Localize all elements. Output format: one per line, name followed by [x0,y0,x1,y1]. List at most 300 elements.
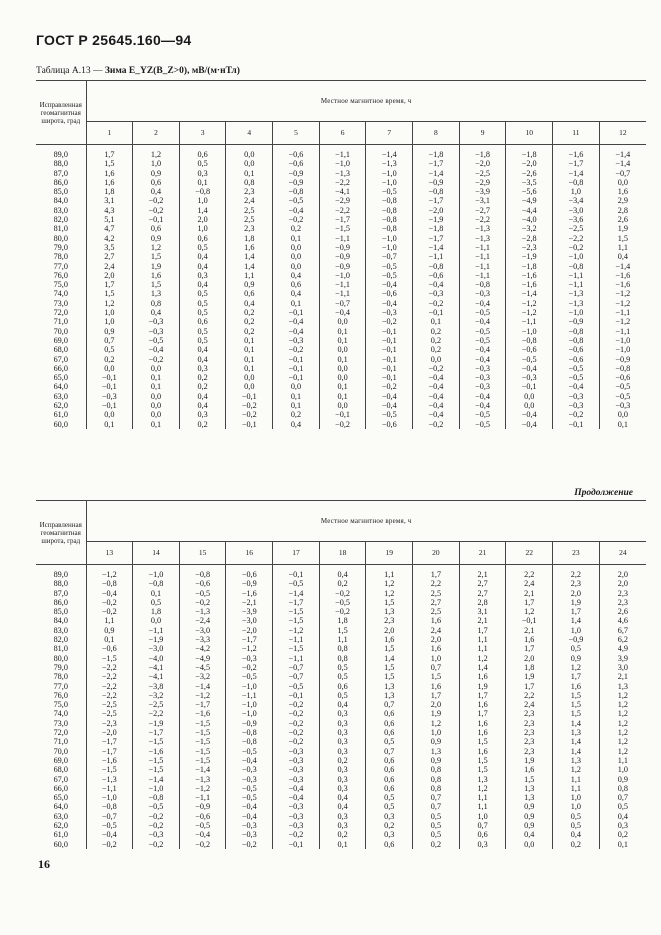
value-cell: 0,2 [319,756,366,765]
latitude-cell: 62,0 [53,401,68,411]
latitude-cell: 86,0 [53,597,68,607]
value-cell: 1,6 [226,243,273,252]
value-cell: −0,7 [319,299,366,308]
value-cell: 1,9 [413,709,460,718]
value-cell: −1,4 [599,159,646,168]
value-cell: 0,0 [506,840,553,849]
value-cell: 0,6 [366,840,413,849]
value-cell: −2,0 [226,626,273,635]
value-cell: 0,9 [86,626,133,635]
value-cell: −0,8 [86,579,133,588]
value-cell: 0,7 [366,747,413,756]
value-cell: −1,7 [86,747,133,756]
value-cell: −0,9 [319,262,366,271]
value-cell: 1,0 [86,317,133,326]
value-cell: 0,0 [599,178,646,187]
value-cell: −0,9 [226,719,273,728]
value-cell: −1,4 [506,289,553,298]
value-cell: −1,0 [366,243,413,252]
value-cell: −0,6 [366,420,413,429]
value-cell: −1,8 [413,224,460,233]
value-cell: 0,2 [226,317,273,326]
value-cell: 0,6 [366,756,413,765]
value-cell: −1,5 [273,616,320,625]
value-cell: 1,4 [553,747,600,756]
value-cell: 1,9 [599,224,646,233]
value-cell: −2,2 [319,178,366,187]
value-cell: −3,1 [459,196,506,205]
value-cell: −0,2 [179,840,226,849]
value-cell: −1,0 [553,252,600,261]
hour-header: 20 [413,542,460,565]
value-cell: −2,3 [86,719,133,728]
value-cell: 0,0 [86,410,133,419]
value-cell: 0,1 [133,420,180,429]
latitude-cell: 70,0 [53,746,68,756]
latitude-cell: 86,0 [53,177,68,187]
value-cell: −0,2 [179,598,226,607]
value-cell: −0,4 [273,327,320,336]
value-cell: 2,2 [506,565,553,580]
value-cell: 1,9 [506,756,553,765]
latitude-cell: 85,0 [53,187,68,197]
value-cell: 0,3 [319,775,366,784]
value-cell: −3,2 [506,224,553,233]
table-row [36,196,646,205]
latitude-cell: 72,0 [53,308,68,318]
value-cell: −3,0 [179,626,226,635]
value-cell: 1,1 [553,784,600,793]
value-cell: −1,6 [599,271,646,280]
value-cell: 1,5 [413,672,460,681]
value-cell: −0,4 [86,830,133,839]
value-cell: −2,8 [506,234,553,243]
value-cell: 2,1 [459,616,506,625]
value-cell: −2,9 [459,178,506,187]
value-cell: 0,3 [319,821,366,830]
value-cell: 0,5 [179,336,226,345]
latitude-cell: 62,0 [53,821,68,831]
value-cell: 1,5 [86,289,133,298]
value-cell: 4,6 [599,616,646,625]
value-cell: −1,7 [319,215,366,224]
time-group-header: Местное магнитное время, ч [86,501,646,542]
table-row [36,747,646,756]
value-cell: 0,3 [179,410,226,419]
value-cell: −0,4 [226,802,273,811]
value-cell: 1,4 [179,206,226,215]
value-cell: 1,3 [366,607,413,616]
value-cell: −1,1 [459,262,506,271]
value-cell: 0,9 [133,234,180,243]
value-cell: 0,0 [599,410,646,419]
value-cell: 2,0 [179,215,226,224]
value-cell: 2,4 [506,700,553,709]
value-cell: 1,2 [599,719,646,728]
latitude-cell: 67,0 [53,774,68,784]
value-cell: −0,5 [366,271,413,280]
value-cell: −0,8 [133,793,180,802]
table-row [36,364,646,373]
value-cell: 1,8 [319,616,366,625]
value-cell: −0,4 [459,299,506,308]
value-cell: 1,1 [459,793,506,802]
value-cell: 2,0 [413,700,460,709]
value-cell: −0,2 [319,589,366,598]
value-cell: 0,5 [133,598,180,607]
value-cell: −0,4 [413,401,460,410]
latitude-cell: 75,0 [53,280,68,290]
value-cell: 0,0 [506,401,553,410]
value-cell: −1,4 [599,145,646,160]
value-cell: 0,1 [413,317,460,326]
value-cell: 1,5 [366,672,413,681]
value-cell: 0,3 [599,821,646,830]
value-cell: −1,9 [506,252,553,261]
latitude-cell: 67,0 [53,354,68,364]
value-cell: −0,2 [86,607,133,616]
value-cell: −0,2 [273,728,320,737]
value-cell: −0,9 [553,635,600,644]
table-row [36,392,646,401]
value-cell: −0,5 [226,747,273,756]
value-cell: 0,5 [413,821,460,830]
value-cell: 0,6 [226,289,273,298]
value-cell: −0,4 [553,382,600,391]
hour-header: 15 [179,542,226,565]
hour-header: 2 [133,122,180,145]
value-cell: −0,5 [319,598,366,607]
value-cell: 2,9 [599,196,646,205]
value-cell: −0,3 [273,747,320,756]
value-cell: 3,9 [599,654,646,663]
value-cell: −0,8 [553,262,600,271]
value-cell: 1,1 [599,756,646,765]
value-cell: −0,8 [553,327,600,336]
value-cell: 0,1 [599,840,646,849]
table-row [36,812,646,821]
latitude-cell: 72,0 [53,728,68,738]
value-cell: 0,0 [133,410,180,419]
value-cell: −5,6 [506,187,553,196]
value-cell: −0,3 [226,821,273,830]
value-cell: −0,1 [553,420,600,429]
latitude-cell: 79,0 [53,662,68,672]
value-cell: 1,2 [599,737,646,746]
value-cell: −1,4 [553,169,600,178]
latitude-cell: 66,0 [53,363,68,373]
value-cell: 0,0 [226,373,273,382]
value-cell: 0,4 [319,565,366,580]
value-cell: −1,1 [459,243,506,252]
value-cell: −0,2 [413,364,460,373]
value-cell: 0,5 [179,299,226,308]
value-cell: −0,1 [86,401,133,410]
value-cell: −1,5 [179,728,226,737]
value-cell: −0,8 [413,187,460,196]
value-cell: −1,5 [133,765,180,774]
value-cell: −0,3 [133,830,180,839]
value-cell: −0,8 [226,728,273,737]
value-cell: −1,3 [319,169,366,178]
value-cell: −0,4 [366,280,413,289]
value-cell: −1,5 [133,756,180,765]
value-cell: 0,2 [226,308,273,317]
value-cell: −0,4 [273,317,320,326]
value-cell: 0,6 [133,224,180,233]
value-cell: 0,4 [179,252,226,261]
table-row [36,401,646,410]
value-cell: −3,6 [553,215,600,224]
value-cell: −1,1 [319,234,366,243]
caption-prefix: Таблица А.13 — [36,66,105,76]
value-cell: −1,6 [86,756,133,765]
value-cell: 1,3 [459,775,506,784]
latitude-cell: 77,0 [53,681,68,691]
value-cell: 1,9 [133,262,180,271]
value-cell: −3,5 [506,178,553,187]
value-cell: 0,5 [319,691,366,700]
table-row [36,178,646,187]
value-cell: 0,1 [226,336,273,345]
table-row [36,382,646,391]
value-cell: 1,0 [413,654,460,663]
value-cell: −1,2 [226,644,273,653]
table-row [36,308,646,317]
latitude-cell: 61,0 [53,830,68,840]
value-cell: 1,3 [366,691,413,700]
value-cell: 1,2 [366,579,413,588]
value-cell: 0,2 [273,410,320,419]
table-caption [36,66,240,76]
value-cell: −0,4 [273,784,320,793]
value-cell: 1,7 [506,644,553,653]
value-cell: −0,3 [506,373,553,382]
value-cell: −1,5 [179,747,226,756]
latitude-cell: 82,0 [53,215,68,225]
value-cell: 0,5 [599,802,646,811]
value-cell: −0,8 [366,224,413,233]
value-cell: 0,3 [319,737,366,746]
value-cell: −1,7 [413,234,460,243]
value-cell: −0,4 [506,420,553,429]
value-cell: 6,7 [599,626,646,635]
latitude-cell: 81,0 [53,224,68,234]
value-cell: −1,3 [553,289,600,298]
value-cell: −0,9 [413,178,460,187]
value-cell: −0,8 [133,579,180,588]
value-cell: −1,6 [553,145,600,160]
value-cell: 1,9 [553,598,600,607]
value-cell: 0,3 [319,728,366,737]
value-cell: 4,2 [86,234,133,243]
value-cell: −1,6 [179,709,226,718]
value-cell: −0,5 [133,802,180,811]
value-cell: 1,4 [553,616,600,625]
value-cell: −0,3 [273,812,320,821]
table-row [36,700,646,709]
value-cell: −0,4 [459,317,506,326]
value-cell: −0,1 [86,373,133,382]
value-cell: 0,0 [133,364,180,373]
table-row [36,802,646,811]
value-cell: −1,0 [366,234,413,243]
value-cell: −2,7 [459,206,506,215]
value-cell: −1,6 [226,589,273,598]
data-table-hours-13-24 [36,500,646,849]
value-cell: −0,2 [226,663,273,672]
value-cell: −1,3 [459,234,506,243]
value-cell: 2,0 [599,579,646,588]
value-cell: 0,4 [599,252,646,261]
value-cell: −0,6 [366,289,413,298]
hour-header: 10 [506,122,553,145]
latitude-cell: 76,0 [53,270,68,280]
table-row [36,709,646,718]
value-cell: 2,8 [599,206,646,215]
value-cell: 0,4 [133,187,180,196]
latitude-cell: 66,0 [53,783,68,793]
value-cell: −1,4 [273,589,320,598]
value-cell: −1,0 [319,159,366,168]
value-cell: −1,6 [506,280,553,289]
value-cell: 1,7 [86,280,133,289]
value-cell: −0,9 [273,169,320,178]
value-cell: −1,0 [319,271,366,280]
table-row [36,654,646,663]
value-cell: 0,2 [553,840,600,849]
value-cell: 0,5 [413,830,460,839]
value-cell: 0,8 [319,654,366,663]
latitude-cell: 82,0 [53,635,68,645]
value-cell: 0,5 [553,821,600,830]
value-cell: −0,3 [133,317,180,326]
value-cell: 0,6 [366,709,413,718]
value-cell: 0,0 [319,401,366,410]
value-cell: 2,3 [226,224,273,233]
value-cell: 1,6 [459,747,506,756]
value-cell: −1,9 [133,635,180,644]
latitude-cell: 87,0 [53,588,68,598]
value-cell: −0,7 [273,663,320,672]
value-cell: 0,8 [599,784,646,793]
latitude-cell: 88,0 [53,159,68,169]
value-cell: −0,4 [459,401,506,410]
latitude-cell: 76,0 [53,690,68,700]
latitude-cell: 73,0 [53,298,68,308]
value-cell: 0,2 [413,327,460,336]
value-cell: −0,9 [553,317,600,326]
value-cell: 1,0 [133,159,180,168]
value-cell: −0,5 [553,373,600,382]
value-cell: 0,2 [319,579,366,588]
value-cell: 2,8 [459,598,506,607]
value-cell: −1,1 [273,635,320,644]
value-cell: −2,4 [179,616,226,625]
value-cell: −0,2 [319,420,366,429]
value-cell: 2,3 [599,589,646,598]
value-cell: −0,3 [413,289,460,298]
hour-header: 21 [459,542,506,565]
value-cell: 0,4 [273,289,320,298]
value-cell: −0,3 [553,401,600,410]
value-cell: −1,2 [506,299,553,308]
value-cell: 0,2 [179,382,226,391]
value-cell: 2,1 [506,626,553,635]
latitude-cell: 60,0 [53,839,68,849]
value-cell: 0,6 [366,728,413,737]
value-cell: 0,3 [319,765,366,774]
value-cell: 2,3 [506,719,553,728]
value-cell: 5,1 [86,215,133,224]
table-row [36,616,646,625]
value-cell: 1,0 [413,728,460,737]
value-cell: −1,0 [599,345,646,354]
value-cell: −0,4 [459,345,506,354]
value-cell: 0,0 [133,401,180,410]
latitude-header: Исправленная геомагнитная широта, град [36,501,86,565]
value-cell: 0,9 [599,775,646,784]
value-cell: 0,5 [179,243,226,252]
value-cell: 2,5 [226,206,273,215]
time-group-header: Местное магнитное время, ч [86,81,646,122]
value-cell: 0,0 [226,159,273,168]
value-cell: 1,5 [553,700,600,709]
value-cell: 1,5 [459,737,506,746]
value-cell: 0,0 [133,616,180,625]
value-cell: 1,8 [86,187,133,196]
value-cell: −0,6 [413,271,460,280]
value-cell: −0,3 [226,765,273,774]
value-cell: 0,6 [366,784,413,793]
table-row [36,299,646,308]
value-cell: 0,2 [226,327,273,336]
value-cell: −0,4 [273,793,320,802]
value-cell: 2,3 [553,579,600,588]
value-cell: 0,2 [179,420,226,429]
value-cell: −0,5 [366,262,413,271]
value-cell: 0,0 [273,243,320,252]
value-cell: −1,0 [599,336,646,345]
value-cell: −1,8 [506,262,553,271]
latitude-cell: 68,0 [53,765,68,775]
value-cell: −0,1 [133,215,180,224]
latitude-cell: 63,0 [53,811,68,821]
value-cell: 1,8 [506,663,553,672]
value-cell: 1,7 [86,145,133,160]
value-cell: −0,8 [179,565,226,580]
value-cell: 0,0 [506,392,553,401]
value-cell: −0,4 [459,355,506,364]
value-cell: −0,2 [273,830,320,839]
value-cell: −0,6 [179,812,226,821]
value-cell: 0,0 [273,382,320,391]
value-cell: 0,8 [413,784,460,793]
value-cell: −0,1 [226,392,273,401]
value-cell: −0,9 [599,355,646,364]
value-cell: −0,5 [366,410,413,419]
value-cell: −1,3 [179,607,226,616]
value-cell: −1,7 [226,635,273,644]
value-cell: −0,4 [133,345,180,354]
value-cell: 1,1 [319,635,366,644]
value-cell: −0,1 [273,364,320,373]
value-cell: −3,2 [133,691,180,700]
value-cell: −3,9 [226,607,273,616]
latitude-cell: 89,0 [53,570,68,579]
value-cell: −1,5 [179,756,226,765]
table-row [36,626,646,635]
